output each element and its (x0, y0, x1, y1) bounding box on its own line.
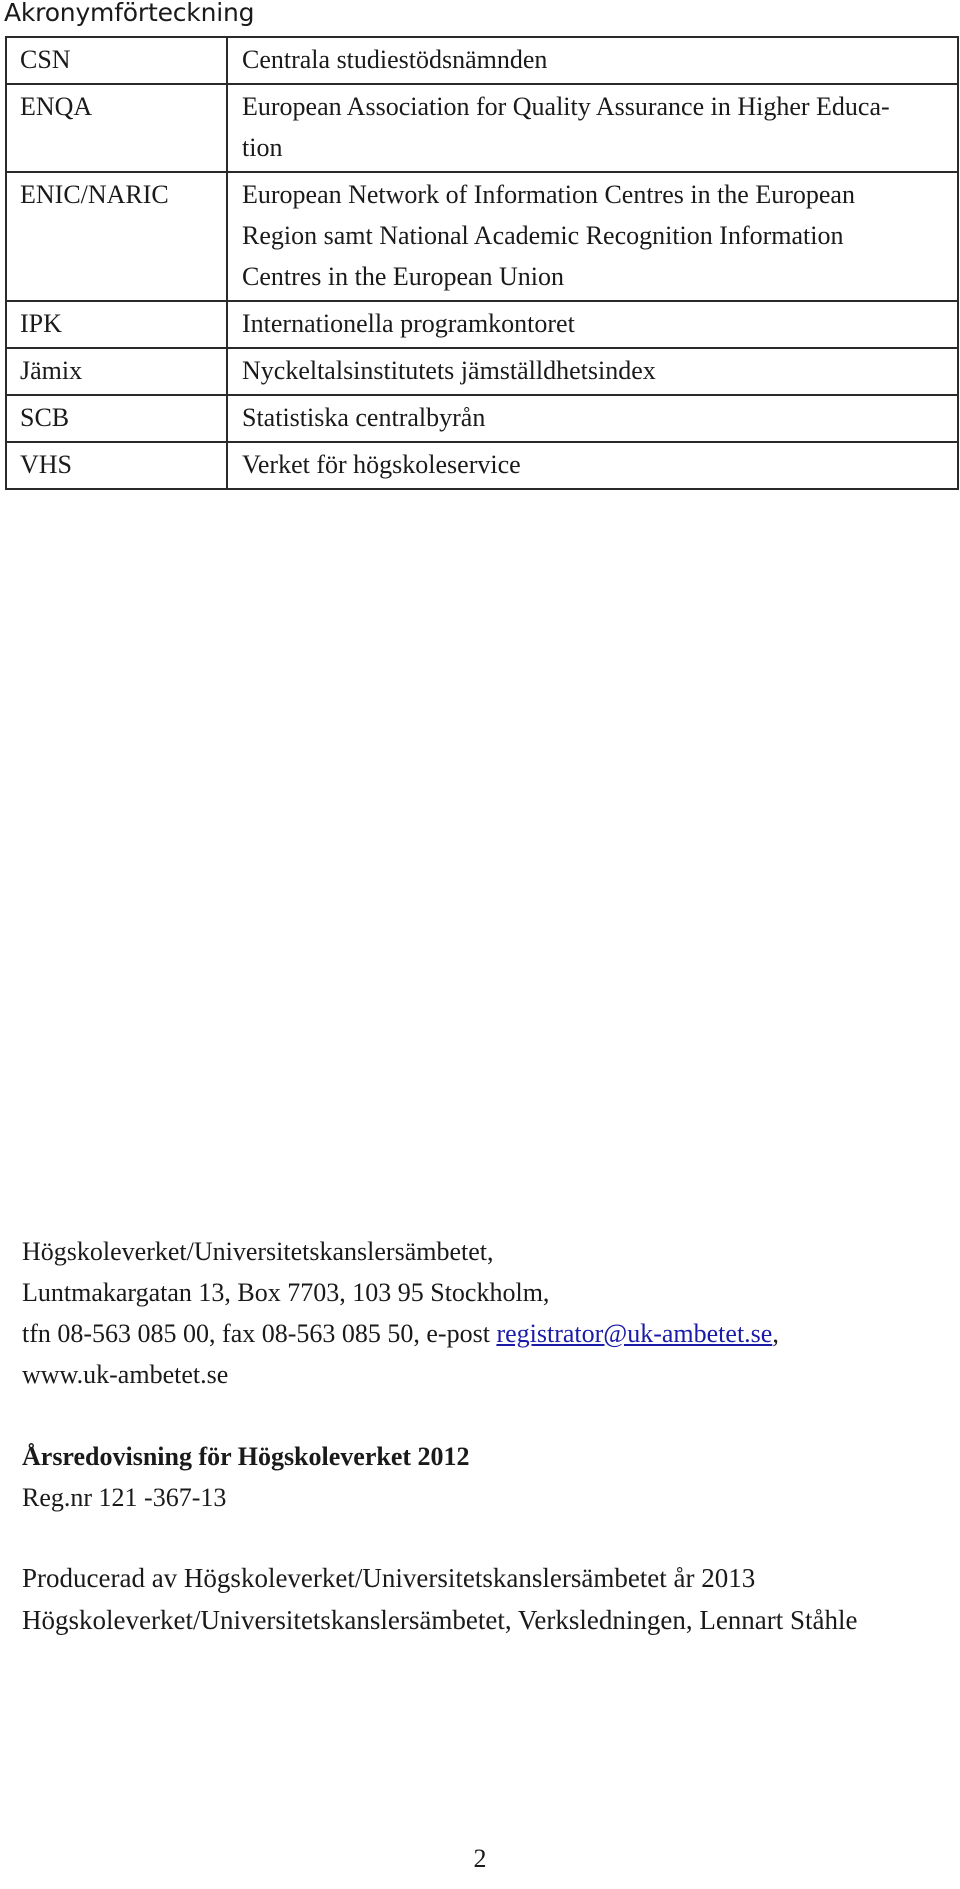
acronym-cell: Jämix (6, 348, 227, 395)
acronym-cell: VHS (6, 442, 227, 489)
acronym-cell: SCB (6, 395, 227, 442)
address-line: Högskoleverket/Universitetskanslersämbetet, (22, 1237, 494, 1266)
definition-cell: Statistiska centralbyrån (227, 395, 958, 442)
table-row (6, 84, 958, 172)
production-info (22, 1557, 858, 1641)
section-heading: Akronymförteckning (4, 0, 255, 27)
email-link[interactable]: registrator@uk-ambetet.se (496, 1319, 773, 1348)
registration-number: Reg.nr 121 -367-13 (22, 1483, 227, 1512)
acronym-cell: ENQA (6, 84, 227, 172)
table-row (6, 348, 958, 395)
phone-fax-text: tfn 08-563 085 00, fax 08-563 085 50, e-post (22, 1319, 497, 1348)
acronym-cell: IPK (6, 301, 227, 348)
acronym-table (5, 36, 959, 490)
definition-cell: Verket för högskoleservice (227, 442, 958, 489)
table-row (6, 172, 958, 301)
definition-cell: Internationella programkontoret (227, 301, 958, 348)
page-number: 2 (473, 1844, 487, 1873)
definition-cell: Nyckeltalsinstitutets jämställdhetsindex (227, 348, 958, 395)
acronym-cell: CSN (6, 37, 227, 84)
definition-cell: European Association for Quality Assurance in Higher Educa- tion (227, 84, 958, 172)
credits-line: Högskoleverket/Universitetskanslersämbetet, Verksledningen, Lennart Ståhle (22, 1605, 858, 1635)
definition-cell: European Network of Information Centres in the European Region samt National Academic Recognition Information Centres in the European Union (227, 172, 958, 301)
contact-line (22, 1313, 779, 1354)
table-row (6, 395, 958, 442)
definition-cell: Centrala studiestödsnämnden (227, 37, 958, 84)
table-row (6, 301, 958, 348)
report-title: Årsredovisning för Högskoleverket 2012 (22, 1442, 470, 1471)
address-line: Luntmakargatan 13, Box 7703, 103 95 Stockholm, (22, 1278, 550, 1307)
acronym-cell: ENIC/NARIC (6, 172, 227, 301)
table-row (6, 442, 958, 489)
produced-by-line: Producerad av Högskoleverket/Universitetskanslersämbetet år 2013 (22, 1563, 756, 1593)
contact-address (22, 1231, 779, 1395)
table-row (6, 37, 958, 84)
comma-text: , (772, 1319, 779, 1348)
website-text: www.uk-ambetet.se (22, 1360, 229, 1389)
